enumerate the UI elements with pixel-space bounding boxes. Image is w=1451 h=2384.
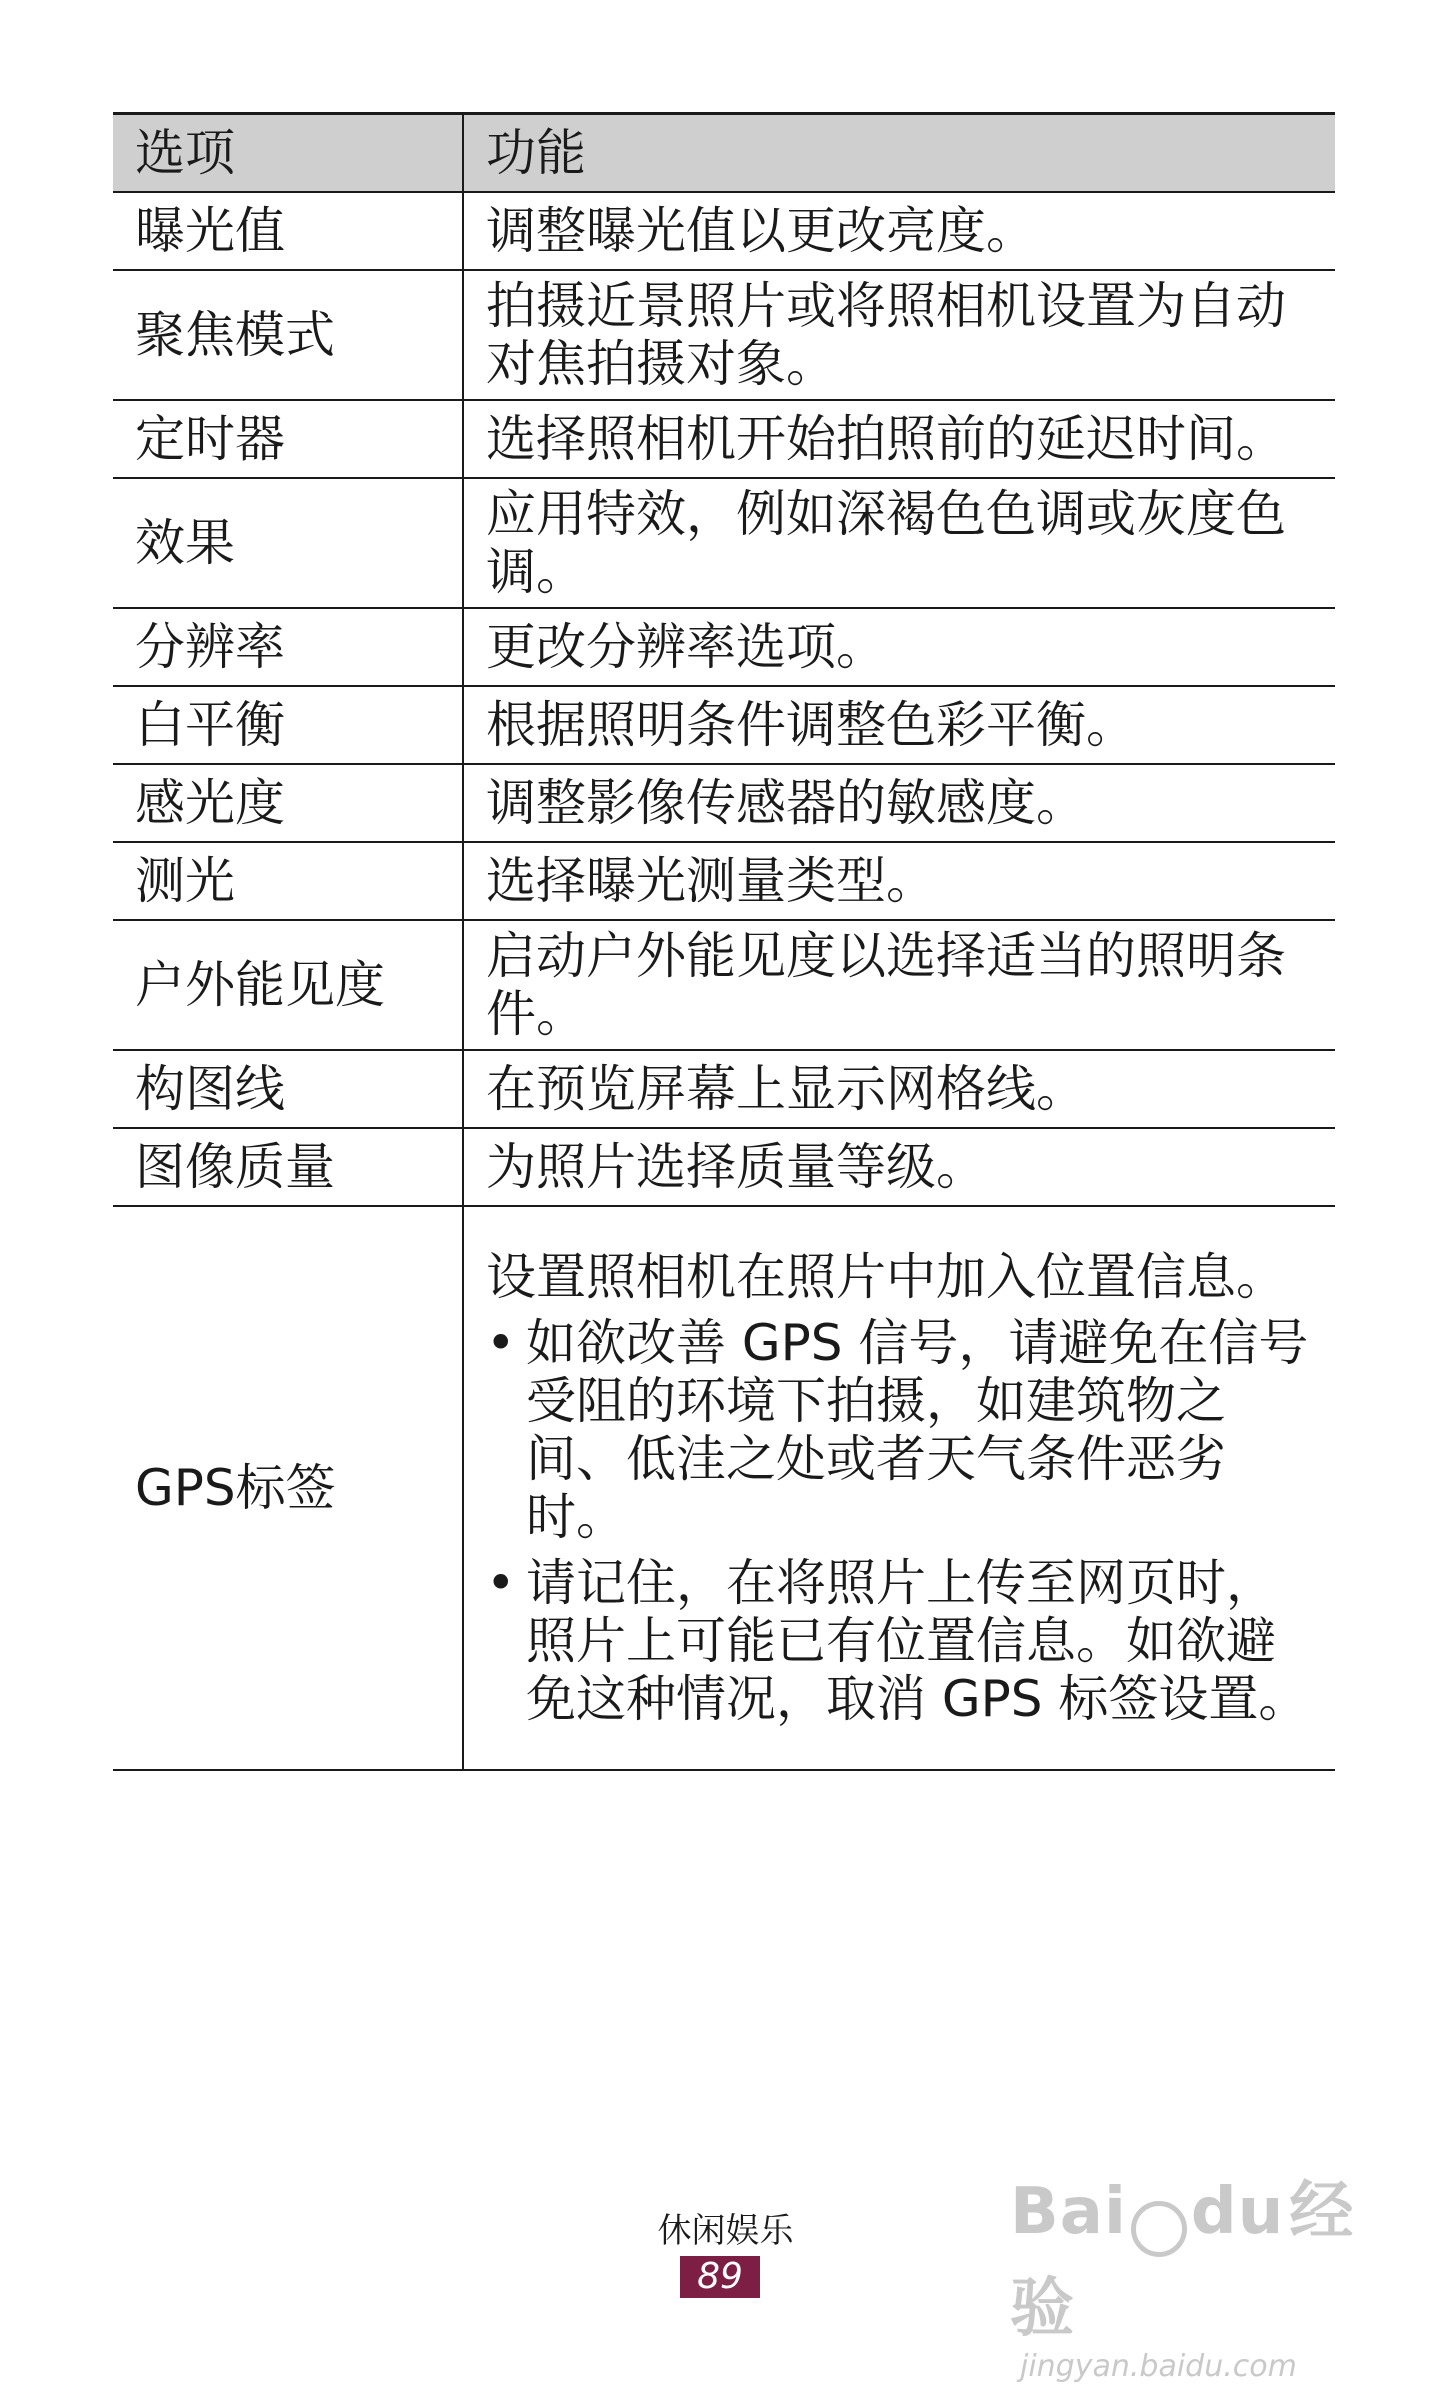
column-header-function: 功能 bbox=[463, 114, 1335, 193]
gps-note-1 bbox=[486, 1314, 1325, 1546]
table-header-row bbox=[113, 114, 1335, 193]
watermark-logo-right: du bbox=[1190, 2175, 1285, 2249]
paw-icon bbox=[1131, 2201, 1187, 2257]
option-cell: 图像质量 bbox=[113, 1128, 463, 1206]
watermark-url: jingyan.baidu.com bbox=[1020, 2348, 1297, 2384]
table-row bbox=[113, 1128, 1335, 1206]
table-row bbox=[113, 764, 1335, 842]
function-cell: 根据照明条件调整色彩平衡。 bbox=[463, 686, 1335, 764]
gps-description: 设置照相机在照片中加入位置信息。 bbox=[486, 1248, 1286, 1306]
gps-note-text: 请记住，在将照片上传至网页时，照片上可能已有位置信息。如欲避免这种情况，取消 GPS 标签设置。 bbox=[526, 1554, 1309, 1728]
option-cell: 聚焦模式 bbox=[113, 270, 463, 400]
function-cell: 更改分辨率选项。 bbox=[463, 608, 1335, 686]
function-cell: 在预览屏幕上显示网格线。 bbox=[463, 1050, 1335, 1128]
table-row bbox=[113, 192, 1335, 270]
footer-section-title: 休闲娱乐 bbox=[657, 2211, 794, 2251]
table-row bbox=[113, 842, 1335, 920]
table-row bbox=[113, 270, 1335, 400]
option-cell: 测光 bbox=[113, 842, 463, 920]
bullet-icon: • bbox=[486, 1554, 516, 1612]
function-cell: 调整曝光值以更改亮度。 bbox=[463, 192, 1335, 270]
table-row bbox=[113, 608, 1335, 686]
option-cell: GPS标签 bbox=[113, 1206, 463, 1770]
table-row bbox=[113, 1050, 1335, 1128]
option-cell: 曝光值 bbox=[113, 192, 463, 270]
gps-note-text: 如欲改善 GPS 信号，请避免在信号受阻的环境下拍摄，如建筑物之间、低洼之处或者天气条件恶劣时。 bbox=[526, 1314, 1309, 1546]
bullet-icon: • bbox=[486, 1314, 516, 1372]
function-cell bbox=[463, 1206, 1335, 1770]
gps-note-2 bbox=[486, 1554, 1325, 1728]
table-row bbox=[113, 478, 1335, 608]
option-cell: 感光度 bbox=[113, 764, 463, 842]
option-cell: 效果 bbox=[113, 478, 463, 608]
table-row-gps bbox=[113, 1206, 1335, 1770]
option-cell: 白平衡 bbox=[113, 686, 463, 764]
table-row bbox=[113, 400, 1335, 478]
column-header-option: 选项 bbox=[113, 114, 463, 193]
table-row bbox=[113, 920, 1335, 1050]
page-number-badge: 89 bbox=[680, 2256, 760, 2298]
table-row bbox=[113, 686, 1335, 764]
option-cell: 户外能见度 bbox=[113, 920, 463, 1050]
function-cell: 选择曝光测量类型。 bbox=[463, 842, 1335, 920]
watermark-logo-cn: 经验 bbox=[1010, 2175, 1355, 2346]
option-cell: 构图线 bbox=[113, 1050, 463, 1128]
function-cell: 调整影像传感器的敏感度。 bbox=[463, 764, 1335, 842]
option-cell: 分辨率 bbox=[113, 608, 463, 686]
function-cell: 启动户外能见度以选择适当的照明条件。 bbox=[463, 920, 1335, 1050]
function-cell: 为照片选择质量等级。 bbox=[463, 1128, 1335, 1206]
function-cell: 选择照相机开始拍照前的延迟时间。 bbox=[463, 400, 1335, 478]
options-table bbox=[113, 112, 1335, 1771]
option-cell: 定时器 bbox=[113, 400, 463, 478]
baidu-jingyan-watermark bbox=[1010, 2160, 1380, 2384]
function-cell: 应用特效，例如深褐色色调或灰度色调。 bbox=[463, 478, 1335, 608]
function-cell: 拍摄近景照片或将照相机设置为自动对焦拍摄对象。 bbox=[463, 270, 1335, 400]
watermark-logo-left: Bai bbox=[1010, 2175, 1127, 2249]
